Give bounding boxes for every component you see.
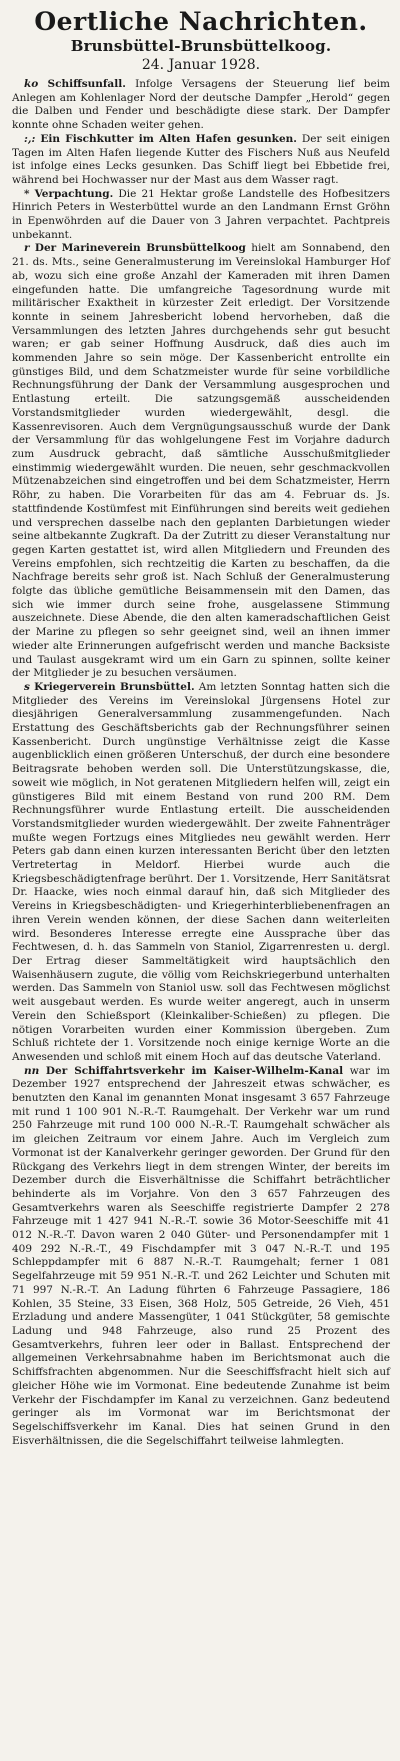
article-marker: * [24, 187, 30, 200]
dateline: 24. Januar 1928. [141, 57, 261, 73]
article-body: Infolge Versagens der Steuerung lief beim Anlegen am Kohlenlager Nord der deutsche Dampfer „Herold“ gegen die Dalben und Fender und beschädigte diese stark. Der Dampfer konnte ohne Schaden weiter gehen. [12, 78, 391, 132]
article-marineverein [12, 242, 390, 681]
article-body: Am letzten Sonntag hatten sich die Mitglieder des Vereins im Vereinslokal Jürgensens Hotel zur diesjährigen Generalversammlung zusammengefunden. Nach Erstattung des Geschäftsberichts gab der Rechnungsführer seinen Kassenbericht. Durch ungünstige Verhältnisse zeigt die Kasse augenblicklich einen größeren Unterschuß, der durch eine besondere Beitragsrate behoben werden soll. Die Unterstützungskasse, die, soweit wie möglich, in Not geratenen Mitgliedern helfen will, zeigt ein günstigeres Bild mit einem Bestand von rund 200 RM. Dem Rechnungsführer wurde Entlastung erteilt. Die ausscheidenden Vorstandsmitglieder wurden wiedergewählt. Der zweite Fahnenträger mußte wegen Fortzugs eines Mitgliedes neu gewählt werden. Herr Peters gab dann einen kurzen interessanten Bericht über den letzten Vertretertag in Meldorf. Hierbei wurde auch die Kriegsbeschädigtenfrage berührt. Der 1. Vorsitzende, Herr Sanitätsrat Dr. Haacke, wies noch einmal darauf hin, daß sich Mitglieder des Vereins in Kriegsbeschädigten- und Kriegerhinterbliebenenfragen an ihren Verein wenden können, der diese Sachen dann weiterleiten wird. Besonderes Interesse erregte eine Aussprache über das Fechtwesen, d. h. das Sammeln von Staniol, Zigarrenresten u. dergl. Der Ertrag dieser Sammeltätigkeit wird hauptsächlich den Waisenhäusern zugute, die völlig vom Reichskriegerbund unterhalten werden. Das Sammeln von Staniol usw. soll das Fechtwesen möglichst weit ausgebaut werden. Es wurde weiter angeregt, auch in unserm Verein den Schießsport (Kleinkaliber-Schießen) zu pflegen. Die nötigen Vorarbeiten wurden einer Kommission übergeben. Zum Schluß richtete der 1. Vorsitzende noch einige kernige Worte an die Anwesenden und schloß mit einem Hoch auf das deutsche Vaterland. [12, 680, 390, 1063]
articles-column [12, 78, 390, 1448]
section-title: Oertliche Nachrichten. [34, 7, 368, 36]
article-body: hielt am Sonnabend, den 21. ds. Mts., seine Generalmusterung im Vereinslokal Hamburger Hof ab, wozu sich eine große Anzahl der Kameraden mit ihren Damen eingefunden hatte. Die umfangreiche Tagesordnung wurde mit militärischer Exaktheit in kürzester Zeit erledigt. Der Vorsitzende konnte in seinem Jahresbericht lobend hervorheben, daß die Versammlungen des letzten Jahres durchgehends sehr gut besucht waren; er gab seiner Hoffnung Ausdruck, daß dies auch im kommenden Jahre so sein möge. Der Kassenbericht entrollte ein günstiges Bild, und dem Schatzmeister wurde für seine vorbildliche Rechnungsführung der Dank der Versammlung ausgesprochen und Entlastung erteilt. Die satzungsgemäß ausscheidenden Vorstandsmitglieder wurden wiedergewählt, desgl. die Kassenrevisoren. Auch dem Vergnügungsausschuß wurde der Dank der Versammlung für das wohlgelungene Fest im Vorjahre dadurch zum Ausdruck gebracht, daß sämtliche Ausschußmitglieder einstimmig wiedergewählt wurden. Die neuen, sehr geschmackvollen Mützenabzeichen sind eingetroffen und bei dem Schatzmeister, Herrn Röhr, zu haben. Die Vorarbeiten für das am 4. Februar ds. Js. stattfindende Kostümfest mit Einführungen sind bereits weit gediehen und versprechen dasselbe nach den geplanten Darbietungen wieder seine altbekannte Zugkraft. Da der Zutritt zu dieser Veranstaltung nur gegen Karten gestattet ist, wird allen Mitgliedern und Freunden des Vereins empfohlen, sich rechtzeitig die Karten zu beschaffen, da die Nachfrage bereits sehr groß ist. Nach Schluß der Generalmusterung folgte das übliche gemütliche Beisammensein mit den Damen, das sich wie immer durch seine frohe, ausgelassene Stimmung auszeichnete. Diese Abende, die den alten kameradschaftlichen Geist der Marine zu pflegen so sehr geeignet sind, weil an ihnen immer wieder alte Erinnerungen aufgefrischt werden und manche Backsiste und Taulast ausgekramt wird um ein Garn zu spinnen, sollte keiner der Mitglieder je zu besuchen versäumen. [12, 242, 390, 680]
article-headline: Ein Fischkutter im Alten Hafen gesunken. [40, 132, 297, 145]
article-body: Die 21 Hektar große Landstelle des Hofbesitzers Hinrich Peters in Westerbüttel wurde an den Landmann Ernst Gröhn in Epenwöhrden auf die Dauer von 3 Jahren verpachtet. Pachtpreis unbekannt. [12, 187, 390, 241]
article-headline: Kriegerverein Brunsbüttel. [34, 680, 195, 693]
article-headline: Schiffsunfall. [47, 78, 126, 90]
article-headline: Der Schiffahrtsverkehr im Kaiser-Wilhelm-Kanal [45, 1064, 344, 1077]
article-kanalverkehr [12, 1065, 390, 1449]
article-verpachtung [12, 188, 390, 243]
article-marker: nn [24, 1064, 40, 1077]
article-fischkutter [12, 133, 390, 188]
article-schiffsunfall [12, 78, 390, 133]
article-headline: Der Marineverein Brunsbüttelkoog [34, 242, 246, 255]
article-headline: Verpachtung. [34, 187, 114, 200]
section-subtitle: Brunsbüttel-Brunsbüttelkoog. [70, 37, 332, 55]
article-marker: :,: [24, 132, 36, 145]
article-marker: s [24, 680, 30, 693]
article-body: war im Dezember 1927 entsprechend der Jahreszeit etwas schwächer, es benutzten den Kanal im genannten Monat insgesamt 3 657 Fahrzeuge mit rund 1 100 901 N.-R.-T. Raumgehalt. Der Verkehr war um rund 250 Fahrzeuge mit rund 100 000 N.-R.-T. Raumgehalt schwächer als im gleichen Zeitraum vor einem Jahre. Auch im Vergleich zum Vormonat ist der Kanalverkehr geringer geworden. Der Grund für den Rückgang des Verkehrs liegt in dem strengen Winter, der bereits im Dezember durch die Eisverhältnisse die Schiffahrt beträchtlicher behinderte als im Vorjahre. Von den 3 657 Fahrzeugen des Gesamtverkehrs waren als Seeschiffe registrierte Dampfer 2 278 Fahrzeuge mit 1 427 941 N.-R.-T. sowie 36 Motor-Seeschiffe mit 41 012 N.-R.-T. Davon waren 2 040 Güter- und Personendampfer mit 1 409 292 N.-R.-T., 49 Fischdampfer mit 3 047 N.-R.-T. und 195 Schleppdampfer mit 6 887 N.-R.-T. Raumgehalt; ferner 1 081 Segelfahrzeuge mit 59 951 N.-R.-T. und 262 Leichter und Schuten mit 71 997 N.-R.-T. An Ladung führten 6 Fahrzeuge Passagiere, 186 Kohlen, 35 Steine, 33 Eisen, 368 Holz, 505 Getreide, 26 Vieh, 451 Erzladung und andere Massengüter, 1 041 Stückgüter, 58 gemischte Ladung und 948 Fahrzeuge, also rund 25 Prozent des Gesamtverkehrs, fuhren leer oder in Ballast. Entsprechend der allgemeinen Verkehrsabnahme haben im Berichtsmonat auch die Schiffsfrachten abgenommen. Nur die Seeschiffsfracht hielt sich auf gleicher Höhe wie im Vormonat. Eine bedeutende Zunahme ist beim Verkehr der Fischdampfer im Kanal zu verzeichnen. Ganz bedeutend geringer als im Vormonat war im Berichtsmonat der Segelschiffsverkehr im Kanal. Dies hat seinen Grund in den Eisverhältnissen, die die Segelschiffahrt teilweise lahmlegten. [12, 1064, 390, 1447]
article-kriegerverein [12, 681, 390, 1065]
article-marker: r [24, 242, 30, 255]
article-body: Der seit einigen Tagen im Alten Hafen liegende Kutter des Fischers Nuß aus Neufeld ist infolge eines Lecks gesunken. Das Schiff liegt bei Ebbetide frei, während bei Hochwasser nur der Mast aus dem Wasser ragt. [12, 132, 390, 186]
article-marker: ko [24, 78, 39, 90]
